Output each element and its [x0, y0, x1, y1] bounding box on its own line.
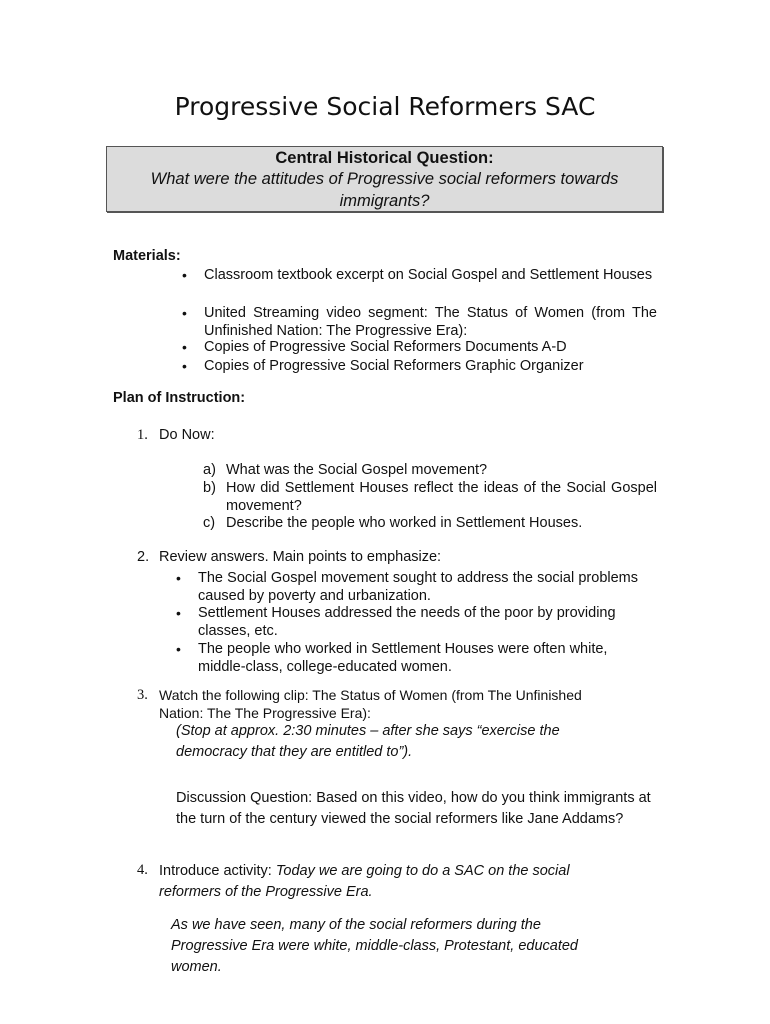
- activity-paragraph: As we have seen, many of the social reformers during the Progressive Era were white, middle-class, Protestant, educated women.: [171, 917, 578, 975]
- step-label: [159, 861, 609, 903]
- step-label: Review answers. Main points to emphasize:: [159, 549, 442, 565]
- stop-note: (Stop at approx. 2:30 minutes – after she says “exercise the democracy that they are entitled to”).: [176, 723, 560, 760]
- bullet-icon: •: [176, 605, 181, 621]
- list-item: The Social Gospel movement sought to address the social problems caused by poverty and urbanization.: [198, 570, 638, 604]
- step-number: 3.: [137, 687, 148, 703]
- step-label-italic: Today we are going to do a SAC on the social reformers of the Progressive Era.: [159, 863, 570, 900]
- sub-item: What was the Social Gospel movement?: [226, 462, 488, 478]
- step-number: 1.: [137, 427, 148, 443]
- step-number: 4.: [137, 862, 148, 878]
- bullet-icon: •: [176, 570, 181, 586]
- central-question-text: What were the attitudes of Progressive social reformers towards immigrants?: [150, 170, 619, 210]
- bullet-icon: •: [182, 267, 187, 283]
- central-question-heading: Central Historical Question:: [275, 149, 494, 167]
- discussion-question: Discussion Question: Based on this video, how do you think immigrants at the turn of the century viewed the social reformers like Jane Addams?: [176, 790, 651, 827]
- list-item: Settlement Houses addressed the needs of the poor by providing classes, etc.: [198, 605, 616, 639]
- sub-item: How did Settlement Houses reflect the ideas of the Social Gospel movement?: [226, 480, 657, 514]
- step-label-lead: Introduce activity:: [159, 863, 276, 879]
- bullet-icon: •: [182, 339, 187, 355]
- list-item: Copies of Progressive Social Reformers Documents A-D: [204, 339, 567, 355]
- materials-heading: Materials:: [113, 248, 181, 264]
- sub-letter: c): [203, 515, 216, 531]
- step-number: 2.: [137, 549, 150, 565]
- list-item: The people who worked in Settlement Houses were often white, middle-class, college-educated women.: [198, 641, 608, 675]
- page-title: Progressive Social Reformers SAC: [174, 92, 596, 121]
- bullet-icon: •: [182, 358, 187, 374]
- step-label: Do Now:: [159, 427, 215, 443]
- bullet-icon: •: [176, 641, 181, 657]
- step-label: Watch the following clip: The Status of Women (from The Unfinished Nation: The The Progressive Era):: [159, 687, 582, 721]
- sub-letter: a): [203, 462, 216, 478]
- plan-heading: Plan of Instruction:: [113, 390, 246, 406]
- list-item: Classroom textbook excerpt on Social Gospel and Settlement Houses: [204, 267, 653, 283]
- list-item: Copies of Progressive Social Reformers Graphic Organizer: [204, 358, 584, 374]
- bullet-icon: •: [182, 305, 187, 321]
- central-question-box: [106, 146, 663, 212]
- list-item: United Streaming video segment: The Status of Women (from The Unfinished Nation: The Progressive Era):: [204, 305, 657, 339]
- sub-letter: b): [203, 480, 216, 496]
- sub-item: Describe the people who worked in Settlement Houses.: [226, 515, 583, 531]
